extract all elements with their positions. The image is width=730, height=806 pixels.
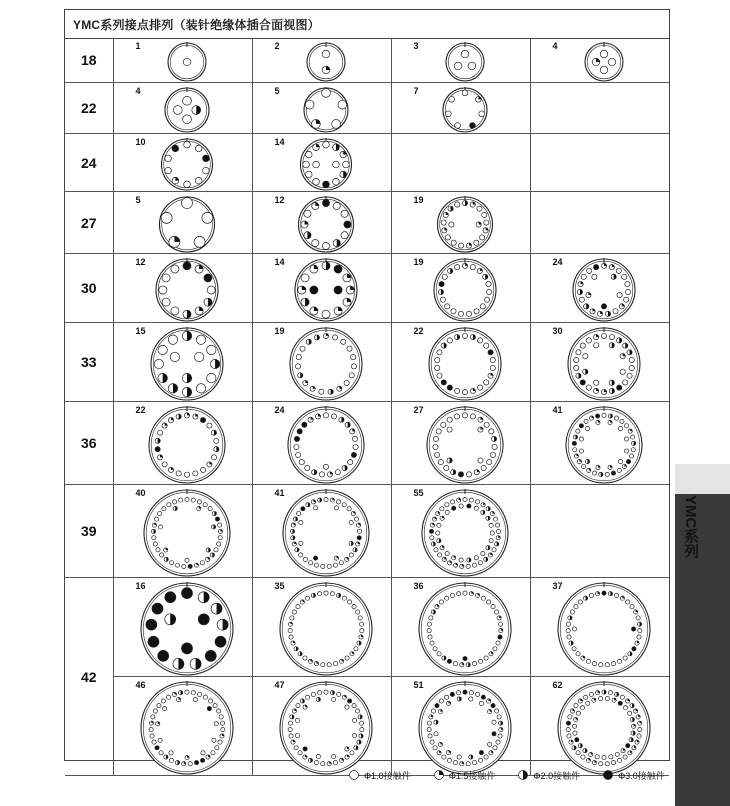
- legend-item: [348, 769, 411, 782]
- contact-count-label: 30: [552, 326, 563, 336]
- arrangement-row: [65, 38, 669, 83]
- contact-count-label: 47: [274, 680, 285, 690]
- sheet-title-bar: [65, 10, 669, 39]
- arrangement-cell: [113, 83, 252, 134]
- shell-size-label: 22: [80, 100, 97, 116]
- arrangement-sheet: [64, 9, 670, 761]
- contact-count-label: 14: [274, 137, 285, 147]
- connector-face: [427, 406, 503, 483]
- arrangement-cell: [391, 485, 530, 578]
- arrangement-cell: [530, 402, 669, 485]
- contact-count-label: 27: [413, 405, 424, 415]
- connector-face: [280, 582, 372, 675]
- contact-count-label: 2: [274, 41, 280, 51]
- connector-face: [149, 406, 225, 483]
- arrangement-cell: [391, 134, 530, 192]
- contact-count-label: 62: [552, 680, 563, 690]
- connector-face: [437, 196, 492, 252]
- contact-count-label: 14: [274, 257, 285, 267]
- shell-size-cell: [65, 323, 113, 402]
- arrangement-cell: [113, 192, 252, 254]
- connector-face: [429, 327, 501, 400]
- arrangement-cell: [391, 83, 530, 134]
- connector-face: [419, 681, 511, 774]
- contact-count-label: 7: [413, 86, 419, 96]
- arrangement-cell: [391, 578, 530, 677]
- arrangement-cell: [391, 677, 530, 776]
- contact-count-label: 19: [413, 257, 424, 267]
- contact-count-label: 10: [135, 137, 146, 147]
- connector-face: [295, 258, 357, 321]
- arrangement-cell: [113, 134, 252, 192]
- arrangement-cell: [113, 323, 252, 402]
- arrangement-cell: [530, 485, 669, 578]
- arrangement-cell: [391, 254, 530, 323]
- legend-item: [602, 769, 665, 782]
- connector-face: [558, 681, 650, 774]
- shell-size-cell: [65, 192, 113, 254]
- contact-count-label: 41: [552, 405, 563, 415]
- connector-face: [419, 582, 511, 675]
- arrangement-cell: [530, 134, 669, 192]
- arrangement-cell: [530, 323, 669, 402]
- arrangement-cell: [391, 402, 530, 485]
- shell-size-cell: [65, 134, 113, 192]
- connector-face: [283, 489, 369, 576]
- contact-count-label: 16: [135, 581, 146, 591]
- shell-size-cell: [65, 254, 113, 323]
- connector-face: [298, 196, 353, 252]
- arrangement-cell: [530, 578, 669, 677]
- arrangement-cell: [252, 323, 391, 402]
- arrangement-cell: [113, 38, 252, 83]
- arrangement-row: [65, 192, 669, 254]
- connector-face: [446, 42, 484, 81]
- arrangement-cell: [113, 578, 252, 677]
- shell-size-cell: [65, 402, 113, 485]
- connector-face: [159, 196, 214, 252]
- connector-face: [288, 406, 364, 483]
- contact-count-label: 46: [135, 680, 146, 690]
- arrangement-cell: [530, 38, 669, 83]
- contact-count-label: 4: [135, 86, 141, 96]
- connector-face: [144, 489, 230, 576]
- contact-size-icon: [602, 769, 614, 781]
- arrangement-cell: [391, 192, 530, 254]
- shell-size-cell: [65, 83, 113, 134]
- arrangement-row: [65, 677, 669, 776]
- contact-count-label: 5: [135, 195, 141, 205]
- contact-count-label: 55: [413, 488, 424, 498]
- contact-count-label: 22: [135, 405, 146, 415]
- contact-count-label: 19: [274, 326, 285, 336]
- contact-count-label: 12: [135, 257, 146, 267]
- contact-size-icon: [517, 769, 529, 781]
- shell-size-cell: [65, 485, 113, 578]
- arrangement-cell: [252, 192, 391, 254]
- arrangement-cell: [252, 578, 391, 677]
- contact-count-label: 5: [274, 86, 280, 96]
- shell-size-cell: [65, 38, 113, 83]
- side-tab-light: [675, 464, 730, 494]
- arrangement-cell: [252, 402, 391, 485]
- connector-face: [422, 489, 508, 576]
- arrangement-row: [65, 254, 669, 323]
- contact-count-label: 15: [135, 326, 146, 336]
- connector-face: [290, 327, 362, 400]
- contact-count-label: 24: [274, 405, 285, 415]
- connector-face: [280, 681, 372, 774]
- connector-face: [165, 87, 209, 132]
- connector-face: [156, 258, 218, 321]
- arrangement-cell: [252, 254, 391, 323]
- contact-size-icon: [348, 769, 360, 781]
- sheet-title: YMC系列接点排列（装针绝缘体插合面视图）: [73, 18, 320, 32]
- arrangement-cell: [530, 677, 669, 776]
- contact-count-label: 40: [135, 488, 146, 498]
- arrangement-table: [65, 38, 669, 776]
- shell-size-label: 39: [80, 523, 97, 539]
- shell-size-cell: [65, 578, 113, 776]
- arrangement-cell: [252, 134, 391, 192]
- arrangement-row: [65, 485, 669, 578]
- connector-face: [141, 582, 233, 675]
- arrangement-row: [65, 134, 669, 192]
- shell-size-label: 33: [80, 354, 97, 370]
- arrangement-row: [65, 323, 669, 402]
- side-label: YMC系列: [682, 495, 699, 559]
- arrangement-cell: [113, 254, 252, 323]
- connector-face: [141, 681, 233, 774]
- contact-count-label: 19: [413, 195, 424, 205]
- arrangement-cell: [530, 83, 669, 134]
- arrangement-cell: [252, 485, 391, 578]
- connector-face: [443, 87, 487, 132]
- legend-item: [517, 769, 580, 782]
- connector-face: [558, 582, 650, 675]
- connector-face: [585, 42, 623, 81]
- connector-face: [307, 42, 345, 81]
- shell-size-label: 24: [80, 154, 97, 171]
- arrangement-cell: [113, 402, 252, 485]
- arrangement-cell: [252, 38, 391, 83]
- legend-label: Φ1.5接触件: [448, 770, 496, 781]
- contact-count-label: 36: [413, 581, 424, 591]
- legend-label: Φ1.0接触件: [364, 770, 411, 781]
- legend-label: Φ2.0接触件: [533, 770, 581, 781]
- arrangement-cell: [113, 485, 252, 578]
- shell-size-label: 27: [80, 214, 97, 231]
- arrangement-cell: [252, 83, 391, 134]
- shell-size-label: 18: [80, 52, 97, 68]
- contact-count-label: 37: [552, 581, 563, 591]
- shell-size-label: 36: [80, 435, 97, 451]
- arrangement-cell: [252, 677, 391, 776]
- arrangement-cell: [530, 254, 669, 323]
- arrangement-cell: [391, 38, 530, 83]
- connector-face: [573, 258, 635, 321]
- contact-count-label: 24: [552, 257, 563, 267]
- shell-size-label: 30: [80, 280, 97, 296]
- contact-size-icon: [433, 769, 445, 781]
- connector-face: [168, 42, 206, 81]
- contact-count-label: 3: [413, 41, 419, 51]
- legend: [348, 766, 665, 784]
- contact-count-label: 41: [274, 488, 285, 498]
- legend-item: [433, 769, 496, 782]
- contact-count-label: 4: [552, 41, 558, 51]
- contact-count-label: 12: [274, 195, 285, 205]
- connector-face: [151, 327, 223, 400]
- arrangement-row: [65, 83, 669, 134]
- connector-face: [304, 87, 348, 132]
- connector-face: [161, 138, 212, 190]
- contact-count-label: 22: [413, 326, 424, 336]
- legend-label: Φ3.0接触件: [618, 770, 665, 781]
- connector-face: [434, 258, 496, 321]
- arrangement-cell: [113, 677, 252, 776]
- contact-count-label: 51: [413, 680, 424, 690]
- arrangement-cell: [530, 192, 669, 254]
- arrangement-row: [65, 402, 669, 485]
- connector-face: [566, 406, 642, 483]
- connector-face: [300, 138, 351, 190]
- contact-count-label: 1: [135, 41, 141, 51]
- arrangement-row: [65, 578, 669, 677]
- connector-face: [568, 327, 640, 400]
- shell-size-label: 42: [80, 668, 97, 685]
- contact-count-label: 35: [274, 581, 285, 591]
- arrangement-cell: [391, 323, 530, 402]
